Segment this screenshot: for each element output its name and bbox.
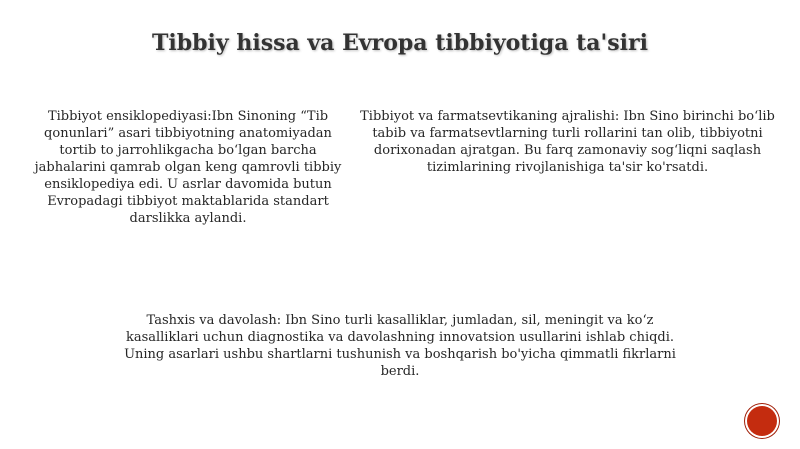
text-block-encyclopedia: Tibbiyot ensiklopediyasi:Ibn Sinoning “Tib qonunlari” asari tibbiyotning anatomiyadan tortib to jarrohlikgacha bo‘lgan barcha jabhalarini qamrab olgan keng qamrovli tibbiy ensiklopediya edi. U asrlar davomida butun Evropadagi tibbiyot maktablarida standart darslikka aylandi. <box>34 109 342 226</box>
next-slide-button[interactable] <box>747 406 777 436</box>
text-block-diagnosis: Tashxis va davolash: Ibn Sino turli kasalliklar, jumladan, sil, meningit va ko‘z kasalliklari uchun diagnostika va davolashning innovatsion usullarini ishlab chiqdi. Uning asarlari ushbu shartlarni tushunish va boshqarish bo'yicha qimmatli fikrlarni berdi. <box>124 313 676 379</box>
next-slide-icon <box>755 414 769 428</box>
text-block-pharmacy: Tibbiyot va farmatsevtikaning ajralishi: Ibn Sino birinchi bo‘lib tabib va farmatsevtlarning turli rollarini tan olib, tibbiyotni dorixonadan ajratgan. Bu farq zamonaviy sog‘liqni saqlash tizimlarining rivojlanishiga ta'sir ko'rsatdi. <box>360 109 775 175</box>
slide-title: Tibbiy hissa va Evropa tibbiyotiga ta'siri <box>152 30 648 56</box>
